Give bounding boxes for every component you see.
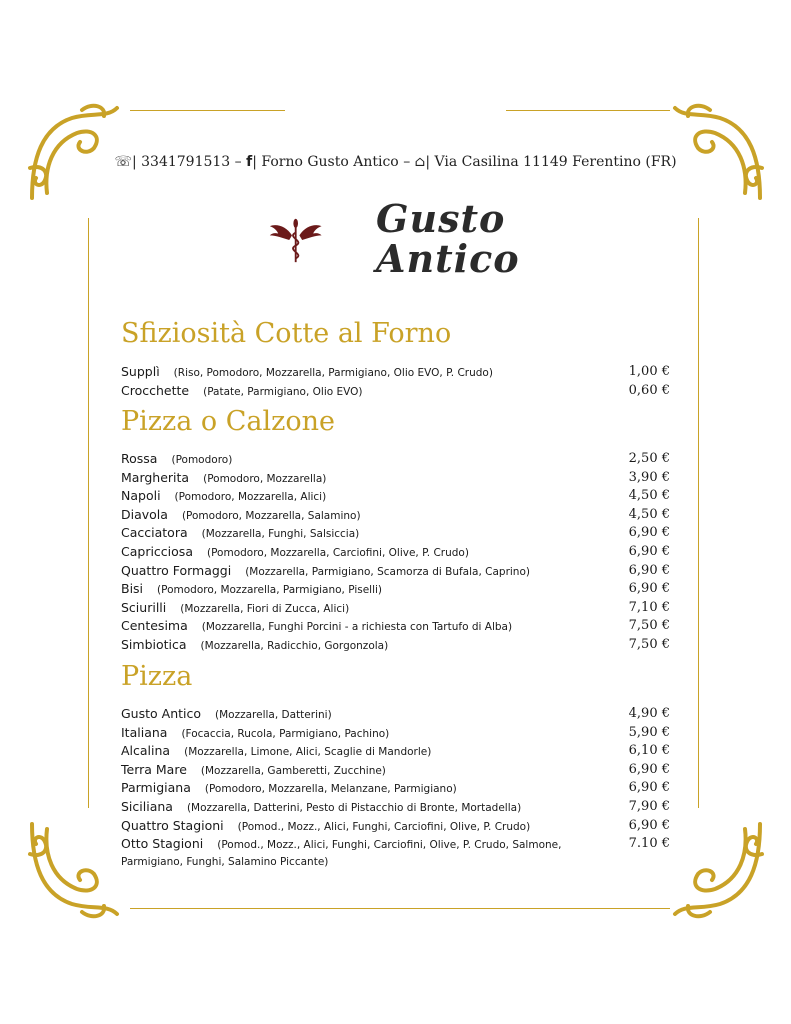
- item-description: (Mozzarella, Fiori di Zucca, Alici): [180, 602, 350, 615]
- item-description: (Mozzarella, Radicchio, Gorgonzola): [200, 639, 389, 652]
- item-description: (Mozzarella, Funghi Porcini - a richiesta con Tartufo di Alba): [201, 621, 513, 634]
- item-price: 6,90 €: [628, 525, 670, 541]
- item-price: 7,90 €: [628, 798, 670, 814]
- item-price: 6,90 €: [628, 817, 670, 833]
- item-name: Italiana: [121, 724, 168, 740]
- corner-ornament-icon: [660, 814, 770, 924]
- corner-ornament-icon: [22, 98, 132, 208]
- item-description: (Mozzarella, Funghi, Salsiccia): [201, 528, 360, 541]
- item-description: (Pomodoro, Mozzarella, Parmigiano, Piselli): [157, 584, 383, 597]
- item-name: Capricciosa: [121, 543, 193, 559]
- item-name: Bisi: [121, 581, 144, 597]
- frame-left-line: [88, 218, 89, 808]
- item-price: 6,90 €: [628, 562, 670, 578]
- list-item: [121, 618, 670, 637]
- list-item: [121, 544, 670, 563]
- caduceus-logo-icon: [268, 190, 388, 290]
- item-price: 6,10 €: [628, 743, 670, 759]
- section-title: Pizza: [121, 661, 193, 692]
- item-description: (Pomodoro, Mozzarella, Carciofini, Olive, P. Crudo): [206, 546, 469, 559]
- item-description: (Mozzarella, Parmigiano, Scamorza di Bufala, Caprino): [245, 565, 530, 578]
- item-description: (Pomod., Mozz., Alici, Funghi, Carciofini, Olive, P. Crudo, Salmone, Parmigiano, Funghi, Salamino Piccante): [121, 839, 562, 869]
- list-item: [121, 470, 670, 489]
- phone-icon: ☏: [114, 154, 132, 170]
- item-price: 6,90 €: [628, 581, 670, 597]
- item-price: 4,90 €: [628, 706, 670, 721]
- menu-list: [121, 706, 670, 870]
- item-description: (Pomodoro, Mozzarella, Melanzane, Parmigiano): [204, 783, 457, 796]
- item-name: Quattro Stagioni: [121, 817, 224, 833]
- frame-bottom-line: [130, 908, 670, 909]
- item-price: 6,90 €: [628, 543, 670, 559]
- list-item: [121, 743, 670, 762]
- item-price: 2,50 €: [628, 451, 670, 466]
- list-item: [121, 762, 670, 781]
- item-name: Parmigiana: [121, 780, 191, 796]
- item-price: 6,90 €: [628, 780, 670, 796]
- list-item: [121, 451, 670, 470]
- list-item: [121, 383, 670, 402]
- list-item: [121, 364, 670, 383]
- item-price: 7,10 €: [628, 599, 670, 615]
- facebook-page: | Forno Gusto Antico –: [252, 154, 411, 170]
- list-item: [121, 780, 670, 799]
- corner-ornament-icon: [22, 814, 132, 924]
- item-price: 6,90 €: [628, 761, 670, 777]
- logo-line-2: Antico: [376, 236, 520, 281]
- item-name: Crocchette: [121, 382, 190, 398]
- item-description: (Mozzarella, Datterini, Pesto di Pistacchio di Bronte, Mortadella): [186, 801, 522, 814]
- item-description: (Mozzarella, Datterini): [215, 709, 332, 721]
- item-name: Quattro Formaggi: [121, 562, 232, 578]
- list-item: [121, 725, 670, 744]
- item-description: (Patate, Parmigiano, Olio EVO): [203, 385, 363, 398]
- frame-top-left-line: [130, 110, 285, 111]
- item-description: (Pomodoro, Mozzarella): [203, 472, 327, 485]
- menu-list: [121, 364, 670, 401]
- item-name: Siciliana: [121, 798, 173, 814]
- frame-right-line: [698, 218, 699, 808]
- item-name: Gusto Antico: [121, 706, 202, 721]
- item-name: Otto Stagioni: [121, 836, 204, 852]
- logo-line-1: Gusto: [376, 196, 506, 241]
- item-price: 3,90 €: [628, 469, 670, 485]
- item-price: 7.10 €: [628, 836, 670, 852]
- phone-number: | 3341791513 –: [131, 154, 242, 170]
- item-name: Terra Mare: [121, 761, 187, 777]
- item-name: Alcalina: [121, 743, 171, 759]
- corner-ornament-icon: [660, 98, 770, 208]
- item-price: 4,50 €: [628, 488, 670, 504]
- item-description: (Mozzarella, Limone, Alici, Scaglie di Mandorle): [184, 746, 432, 759]
- item-description: (Pomodoro, Mozzarella, Salamino): [181, 509, 361, 522]
- item-price: 0,60 €: [628, 382, 670, 398]
- item-name: Simbiotica: [121, 636, 187, 652]
- item-description: (Pomodoro, Mozzarella, Alici): [174, 491, 327, 504]
- item-name: Napoli: [121, 488, 161, 504]
- item-price: 4,50 €: [628, 506, 670, 522]
- list-item: [121, 600, 670, 619]
- item-description: (Focaccia, Rucola, Parmigiano, Pachino): [181, 727, 390, 740]
- item-description: (Pomod., Mozz., Alici, Funghi, Carciofini, Olive, P. Crudo): [237, 820, 531, 833]
- item-price: 7,50 €: [628, 636, 670, 652]
- item-name: Margherita: [121, 469, 190, 485]
- item-description: (Pomodoro): [171, 454, 233, 466]
- list-item: [121, 818, 670, 837]
- item-name: Rossa: [121, 451, 158, 466]
- menu-list: [121, 451, 670, 656]
- facebook-icon: f: [246, 154, 253, 170]
- item-price: 1,00 €: [628, 364, 670, 379]
- list-item: [121, 836, 670, 870]
- item-name: Centesima: [121, 618, 188, 634]
- item-description: (Riso, Pomodoro, Mozzarella, Parmigiano, Olio EVO, P. Crudo): [173, 367, 493, 379]
- contact-bar: [0, 154, 791, 170]
- item-name: Sciurilli: [121, 599, 167, 615]
- frame-top-right-line: [506, 110, 670, 111]
- list-item: [121, 563, 670, 582]
- item-description: (Mozzarella, Gamberetti, Zucchine): [200, 764, 386, 777]
- list-item: [121, 581, 670, 600]
- item-name: Cacciatora: [121, 525, 188, 541]
- section-title: Sfiziosità Cotte al Forno: [121, 318, 452, 349]
- item-price: 5,90 €: [628, 724, 670, 740]
- item-price: 7,50 €: [628, 618, 670, 634]
- list-item: [121, 507, 670, 526]
- list-item: [121, 637, 670, 656]
- home-icon: ⌂: [414, 154, 426, 170]
- section-title: Pizza o Calzone: [121, 406, 336, 437]
- address: | Via Casilina 11149 Ferentino (FR): [425, 154, 677, 170]
- item-name: Diavola: [121, 506, 168, 522]
- list-item: [121, 488, 670, 507]
- item-name: Supplì: [121, 364, 160, 379]
- list-item: [121, 799, 670, 818]
- list-item: [121, 706, 670, 725]
- list-item: [121, 525, 670, 544]
